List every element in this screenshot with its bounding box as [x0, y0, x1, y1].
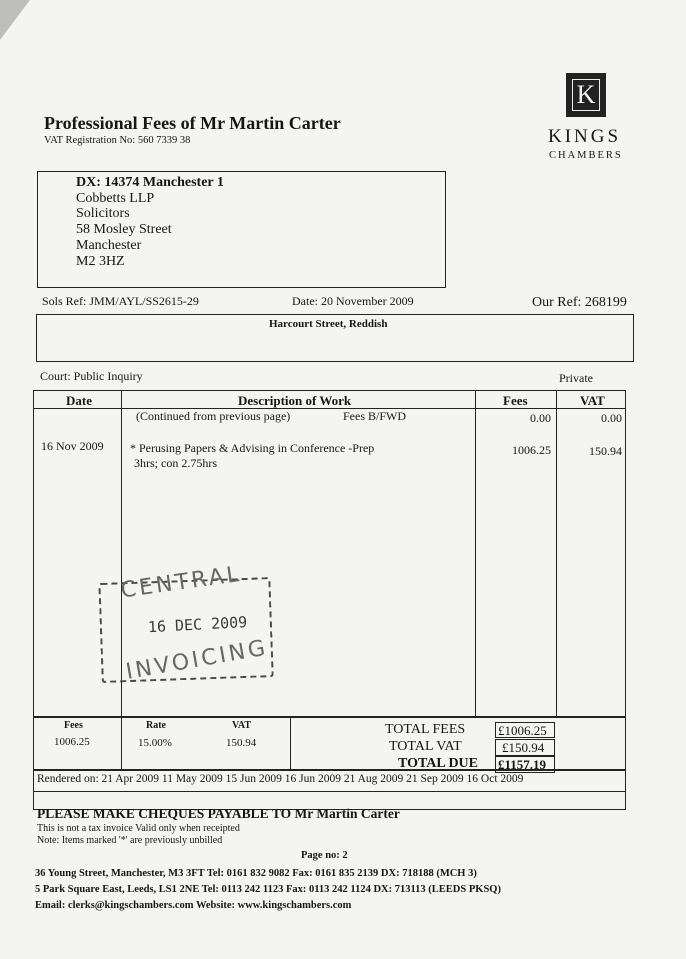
- address-line: Solicitors: [76, 206, 130, 221]
- footer-contact: Email: clerks@kingschambers.com Website: www.kingschambers.com: [35, 900, 352, 911]
- header-fees: Fees: [503, 393, 528, 408]
- column-divider: [556, 390, 557, 717]
- summary-rate-label: Rate: [146, 720, 166, 731]
- header-date: Date: [66, 393, 92, 408]
- row-description-cont: 3hrs; con 2.75hrs: [134, 456, 217, 470]
- central-invoicing-stamp: CENTRAL 16 DEC 2009 INVOICING: [92, 565, 282, 691]
- total-due-value: £1157.19: [498, 757, 547, 772]
- address-line: Manchester: [76, 238, 142, 253]
- footer-address-manchester: 36 Young Street, Manchester, M3 3FT Tel: 0161 832 9082 Fax: 0161 835 2139 DX: 718188 (MCH 3): [35, 868, 477, 879]
- row-fees: 0.00: [530, 411, 551, 425]
- page-number: Page no: 2: [301, 850, 348, 861]
- our-ref: Our Ref: 268199: [532, 295, 627, 310]
- column-divider: [475, 390, 476, 717]
- total-due-label: TOTAL DUE: [398, 756, 479, 771]
- address-postcode: M2 3HZ: [76, 254, 125, 269]
- row-vat: 150.94: [589, 444, 622, 458]
- invoice-date: Date: 20 November 2009: [292, 294, 414, 308]
- total-fees-label: TOTAL FEES: [385, 722, 466, 737]
- brand-subtitle: CHAMBERS: [549, 150, 623, 161]
- row-date: 16 Nov 2009: [41, 439, 104, 453]
- document-title: Professional Fees of Mr Martin Carter: [44, 113, 341, 133]
- rendered-on: Rendered on: 21 Apr 2009 11 May 2009 15 Jun 2009 16 Jun 2009 21 Aug 2009 21 Sep 2009 16 Oct 2009: [37, 773, 524, 785]
- row-vat: 0.00: [601, 411, 622, 425]
- column-divider: [121, 717, 122, 770]
- page-shadow: [0, 0, 30, 40]
- brand-name: KINGS: [548, 126, 622, 147]
- summary-rate-value: 15.00%: [138, 737, 172, 749]
- summary-fees-label: Fees: [64, 720, 83, 731]
- row-description: (Continued from previous page): [136, 409, 291, 423]
- fees-brought-forward-label: Fees B/FWD: [343, 409, 406, 423]
- row-fees: 1006.25: [512, 443, 551, 457]
- address-line: Cobbetts LLP: [76, 191, 155, 206]
- total-vat-label: TOTAL VAT: [389, 739, 462, 754]
- total-fees-value: £1006.25: [498, 723, 547, 738]
- vat-registration: VAT Registration No: 560 7339 38: [44, 135, 191, 146]
- kings-chambers-logo: K: [566, 73, 606, 117]
- address-line: 58 Mosley Street: [76, 222, 172, 237]
- unbilled-note: Note: Items marked '*' are previously unbilled: [37, 835, 223, 846]
- cheque-payable: PLEASE MAKE CHEQUES PAYABLE TO Mr Martin Carter: [37, 806, 400, 821]
- header-description: Description of Work: [238, 393, 352, 408]
- tax-invoice-note: This is not a tax invoice Valid only when receipted: [37, 823, 240, 834]
- address-dx: DX: 14374 Manchester 1: [76, 175, 224, 190]
- footer-address-leeds: 5 Park Square East, Leeds, LS1 2NE Tel: 0113 242 1123 Fax: 0113 242 1124 DX: 713113 (LEEDS PKSQ): [35, 884, 501, 895]
- court: Court: Public Inquiry: [40, 369, 143, 383]
- matter-name: Harcourt Street, Reddish: [269, 318, 388, 330]
- sols-ref: Sols Ref: JMM/AYL/SS2615-29: [42, 294, 199, 308]
- total-vat-value: £150.94: [502, 740, 545, 755]
- column-divider: [290, 717, 291, 770]
- summary-vat-value: 150.94: [226, 737, 257, 749]
- summary-vat-label: VAT: [232, 720, 252, 731]
- summary-fees-value: 1006.25: [54, 736, 90, 748]
- row-description: * Perusing Papers & Advising in Conference -Prep: [130, 441, 375, 455]
- funding-type: Private: [559, 371, 593, 385]
- header-vat: VAT: [580, 393, 605, 408]
- rendered-on-rule: [33, 791, 626, 792]
